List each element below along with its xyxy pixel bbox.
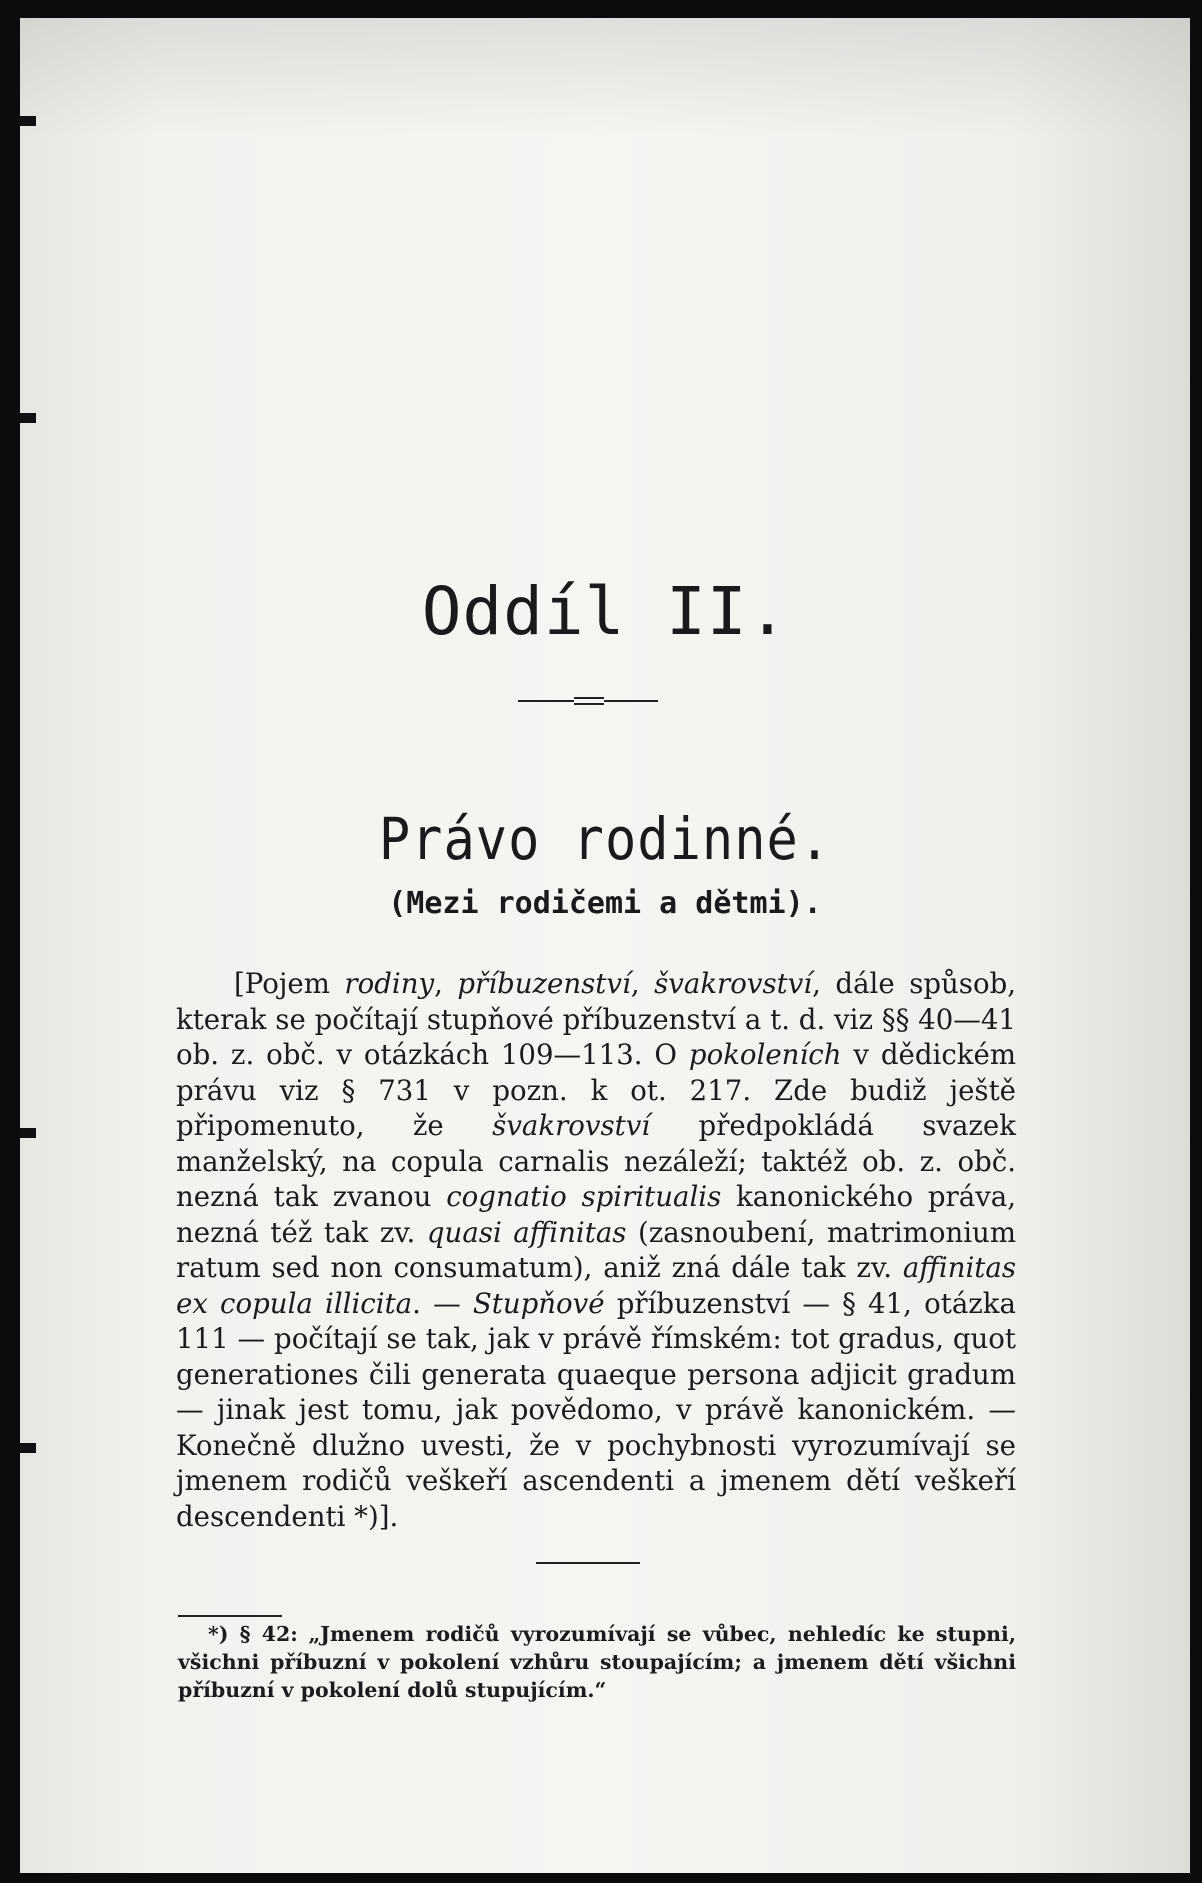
text-run: (zasnoubení, matrimonium ratum sed non consumatum), aniž zná dále tak zv. <box>176 1215 1016 1284</box>
text-run: , <box>434 967 458 1000</box>
footnote-marker: *) § 42: <box>208 1622 298 1646</box>
book-page <box>20 18 1190 1873</box>
text-run: , <box>630 967 655 1000</box>
footnote <box>178 1620 1016 1704</box>
binding-mark <box>20 116 36 126</box>
chapter-title: Právo rodinné. <box>378 806 832 874</box>
text-run: v dědickém právu viz § 731 v pozn. k ot. 217. Zde budiž ještě připomenuto, že <box>176 1038 1016 1142</box>
binding-mark <box>20 1443 36 1453</box>
term-italic: Stupňové <box>472 1286 605 1320</box>
term-italic: švakrovství <box>492 1109 651 1142</box>
term-italic: quasi affinitas <box>426 1215 627 1249</box>
body-paragraph <box>176 966 1016 1534</box>
text-run: předpokládá svazek manželský, na copula carnalis nezáleží; taktéž ob. z. obč. nezná tak zvanou <box>176 1109 1016 1213</box>
term-italic: pokoleních <box>688 1038 842 1071</box>
text-run: kanonického práva, nezná též tak zv. <box>176 1180 1017 1249</box>
ornamental-divider <box>518 697 658 705</box>
term-italic: švakrovství <box>654 967 813 1000</box>
term-italic: cognatio spiritualis <box>446 1180 722 1213</box>
end-rule <box>536 1562 640 1564</box>
section-heading: Oddíl II. <box>421 573 789 650</box>
text-run: . — <box>412 1286 473 1320</box>
footnote-rule <box>178 1615 282 1617</box>
term-italic: affinitas ex copula illicita <box>176 1251 1016 1320</box>
binding-mark <box>20 1128 36 1138</box>
term-italic: rodiny <box>344 967 435 1000</box>
text-run: příbuzenství — § 41, otázka 111 — počítají se tak, jak v právě římském: tot gradus, quot generationes čili generata quaeque persona adjicit gradum — jinak jest tomu, jak povědomo, v právě kanonickém. — Konečně dlužno uvesti, že v pochybnosti vyrozumívají se jmenem rodičů veškeří ascendenti a jmenem dětí veškeří descendenti *)]. <box>176 1286 1016 1533</box>
text-run: [Pojem <box>234 967 345 1000</box>
term-italic: příbuzenství <box>457 967 631 1000</box>
chapter-subtitle: (Mezi rodičemi a dětmi). <box>388 886 822 921</box>
text-run: , dále spůsob, kterak se počítají stupňové příbuzenství a t. d. viz §§ 40—41 ob. z. obč. v otázkách 109—113. O <box>176 967 1017 1071</box>
binding-mark <box>20 413 36 423</box>
footnote-text: „Jmenem rodičů vyrozumívají se vůbec, nehledíc ke stupni, všichni příbuzní v pokolení vzhůru stoupajícím; a jmenem dětí všichni příbuzní v pokolení dolů stupujícím.“ <box>178 1622 1016 1702</box>
